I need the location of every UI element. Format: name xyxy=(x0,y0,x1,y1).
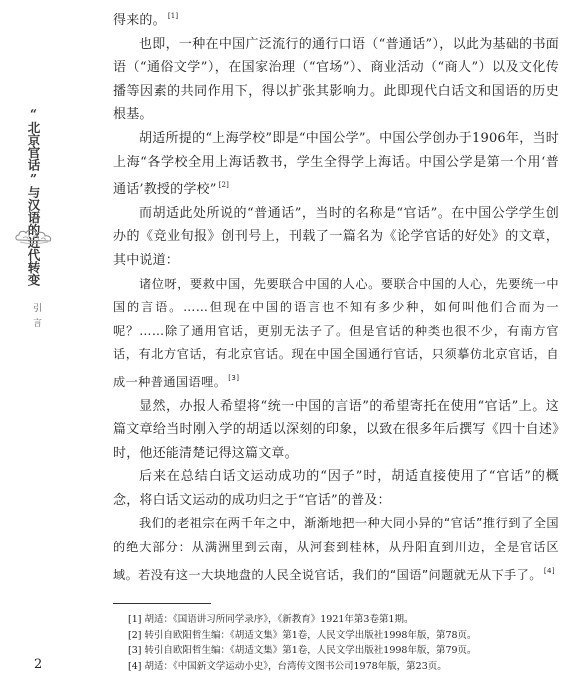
paragraph: 而胡适此处所说的“普通话”，当时的名称是“官话”。在中国公学学生创办的《竞业旬报》创刊号上，刊载了一篇名为《论学官话的好处》的文章，其中说道： xyxy=(113,205,559,268)
paragraph: 显然，办报人希望将“统一中国的言语”的希望寄托在使用“官话”上。这篇文章给当时刚入学的胡适以深刻的印象，以致在很多年后撰写《四十自述》时，他还能清楚记得这篇文章。 xyxy=(113,398,559,461)
footnotes xyxy=(128,612,568,674)
footnote-item: [4] 胡适：《中国新文学运动小史》，台湾传文图书公司1978年版，第23页。 xyxy=(128,660,447,672)
body-text xyxy=(113,5,559,587)
page-number: 2 xyxy=(34,657,43,672)
footnote-ref: [1] xyxy=(167,12,179,20)
cloud-ornament-icon xyxy=(14,226,54,246)
footnote-ref: [3] xyxy=(228,373,240,382)
paragraph: 得来的。 [1] xyxy=(113,12,179,28)
footnote-ref: [4] xyxy=(543,566,555,575)
footnote-item: [2] 转引自欧阳哲生编：《胡适文集》第1卷，人民文学出版社1998年版，第78页。 xyxy=(128,629,477,641)
footnote-ref: [2] xyxy=(218,181,230,190)
footnote-divider xyxy=(113,603,211,604)
block-quote: 我们的老祖宗在两千年之中，渐渐地把一种大同小异的“官话”推行到了全国的绝大部分：从满洲里到云南，从河套到桂林，从丹阳直到川边，全是官话区域。若没有这一大块地盘的人民全说官话，我们的“国语”问题就无从下手了。 [4] xyxy=(113,516,559,582)
paragraph: 后来在总结白话文运动成功的“因子”时，胡适直接使用了“官话”的概念，将白话文运动的成功归之于“官话”的普及： xyxy=(113,469,559,508)
footnote-item: [3] 转引自欧阳哲生编：《胡适文集》第1卷，人民文学出版社1998年版，第79页。 xyxy=(128,645,477,656)
section-label-vertical: 引言 xyxy=(31,303,41,333)
paragraph: 也即，一种在中国广泛流行的通行口语（“普通话”），以此为基础的书面语（“通俗文学”），在国家治理（“官场”）、商业活动（“商人”）以及文化传播等因素的共同作用下，得以扩张其影响力。此即现代白话文和国语的历史根基。 xyxy=(113,36,559,123)
book-title-vertical: “北京官话”与汉语的近代转变 xyxy=(26,106,41,286)
paragraph: 胡适所提的“上海学校”即是“中国公学”。中国公学创办于1906年，当时上海“各学校全用上海话教书，学生全得学上海话。中国公学是第一个用‘普通话’教授的学校” [2] xyxy=(113,130,559,198)
footnote-item: [1] 胡适：《国语讲习所同学录序》，《新教育》1921年第3卷第1期。 xyxy=(128,614,414,625)
block-quote: 诸位呀，要救中国，先要联合中国的人心。要联合中国的人心，先要统一中国的言语。……但现在中国的语言也不知有多少种，如何叫他们合而为一呢？……除了通用官话，更别无法子了。但是官话的种类也很不少，有南方官话，有北方官话，有北京官话。现在中国全国通行官话，只须摹仿北京官话，自成一种普通国语哩。 [3] xyxy=(113,276,559,389)
